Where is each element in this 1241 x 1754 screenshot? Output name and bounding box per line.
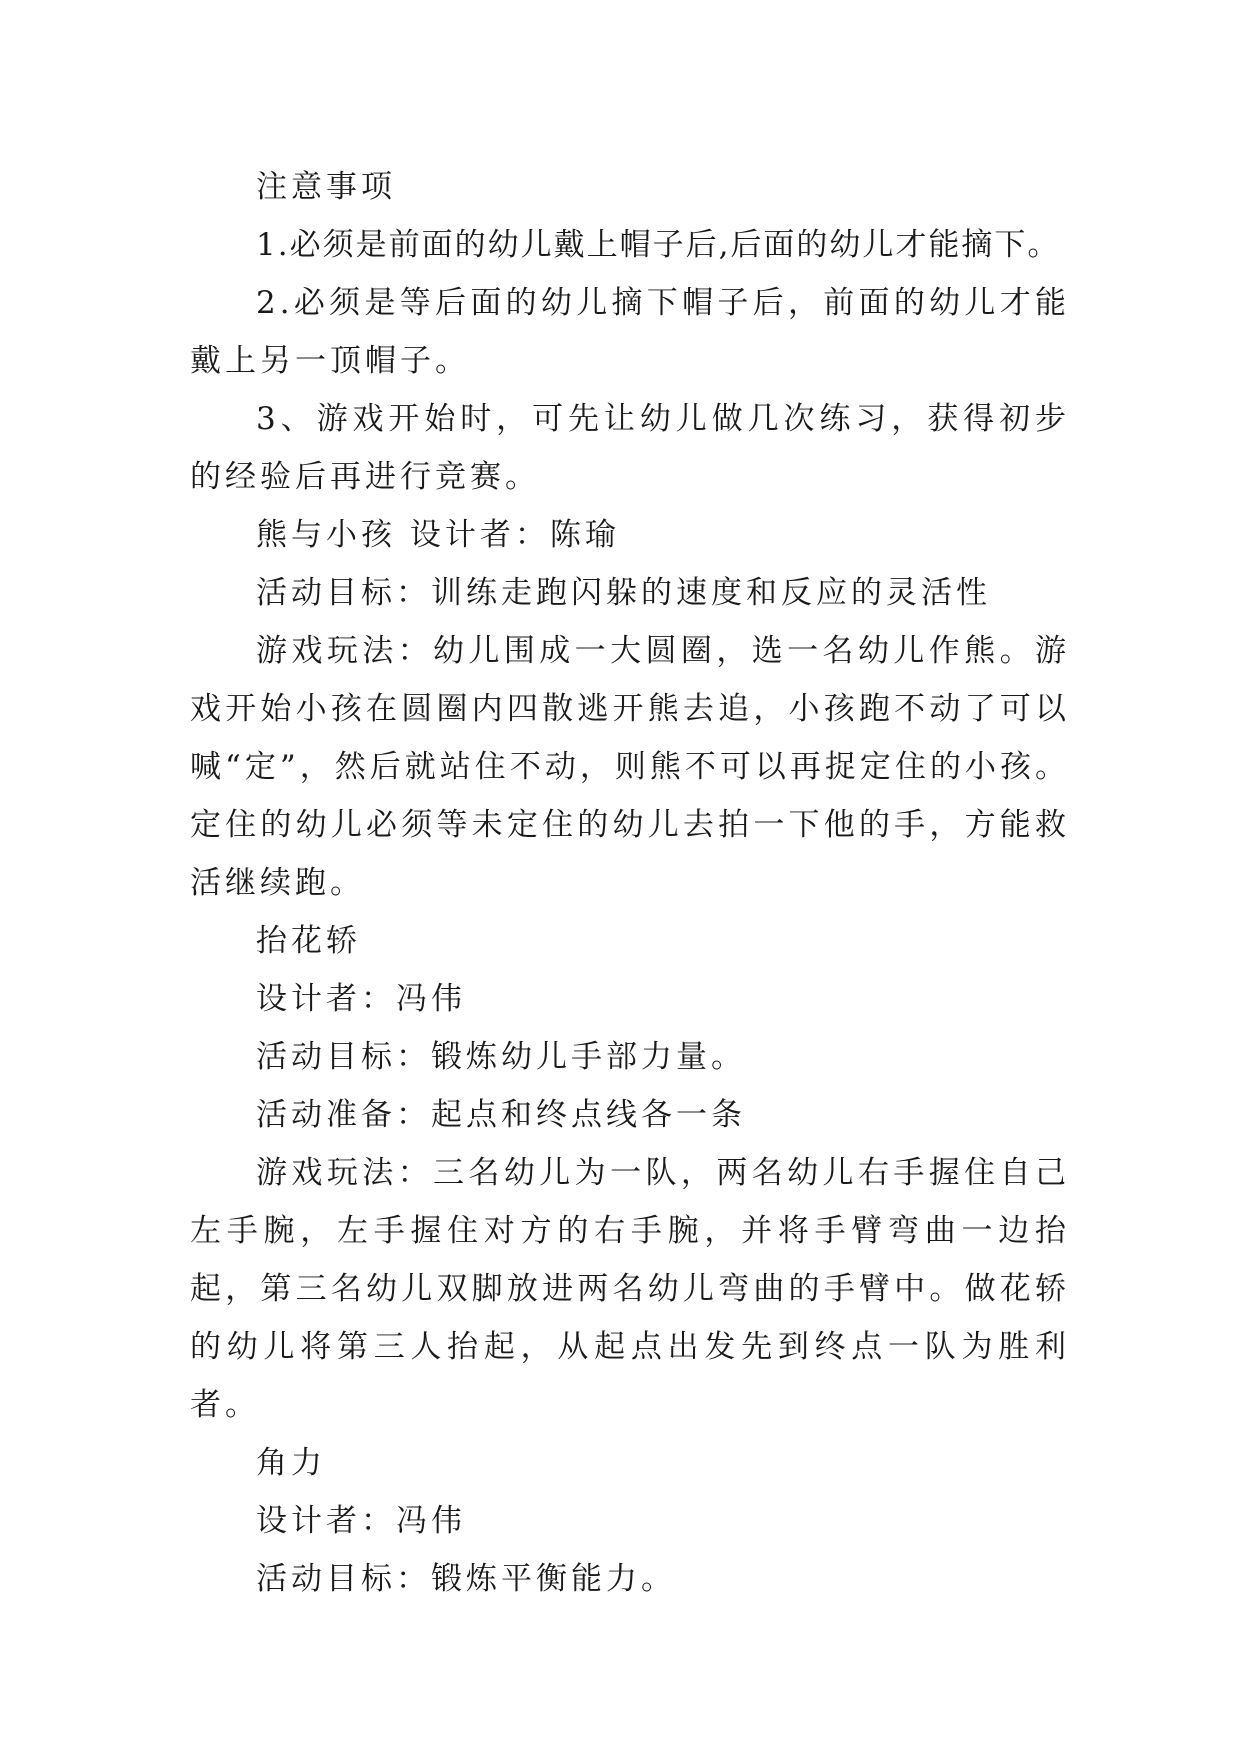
activity-goal: 活动目标：训练走跑闪躲的速度和反应的灵活性 bbox=[256, 575, 991, 611]
designer-line: 设计者：冯伟 bbox=[256, 1503, 466, 1539]
activity-goal: 活动目标：锻炼幼儿手部力量。 bbox=[256, 1039, 746, 1075]
note-item-2: 2.必须是等后面的幼儿摘下帽子后，前面的幼儿才能戴上另一顶帽子。 bbox=[190, 285, 1070, 379]
note-item-3: 3、游戏开始时，可先让幼儿做几次练习，获得初步的经验后再进行竞赛。 bbox=[190, 401, 1070, 495]
activity-preparation: 活动准备：起点和终点线各一条 bbox=[256, 1097, 746, 1133]
designer-line: 设计者：冯伟 bbox=[256, 981, 466, 1017]
game-rules: 游戏玩法：幼儿围成一大圆圈，选一名幼儿作熊。游戏开始小孩在圆圈内四散逃开熊去追，小孩跑不动了可以喊“定”，然后就站住不动，则熊不可以再捉定住的小孩。定住的幼儿必须等未定住的幼儿去拍一下他的手，方能救活继续跑。 bbox=[190, 633, 1070, 901]
game-title-wrestling: 角力 bbox=[256, 1445, 326, 1481]
document-page bbox=[190, 158, 1070, 1608]
game-title-bear-and-child: 熊与小孩 设计者：陈瑜 bbox=[256, 517, 620, 553]
activity-goal: 活动目标：锻炼平衡能力。 bbox=[256, 1561, 676, 1597]
section-heading-notes: 注意事项 bbox=[256, 169, 396, 205]
game-title-sedan-chair: 抬花轿 bbox=[256, 923, 361, 959]
note-item-1: 1.必须是前面的幼儿戴上帽子后,后面的幼儿才能摘下。 bbox=[256, 227, 1061, 263]
game-rules: 游戏玩法：三名幼儿为一队，两名幼儿右手握住自己左手腕，左手握住对方的右手腕，并将手臂弯曲一边抬起，第三名幼儿双脚放进两名幼儿弯曲的手臂中。做花轿的幼儿将第三人抬起，从起点出发先到终点一队为胜利者。 bbox=[190, 1155, 1070, 1423]
